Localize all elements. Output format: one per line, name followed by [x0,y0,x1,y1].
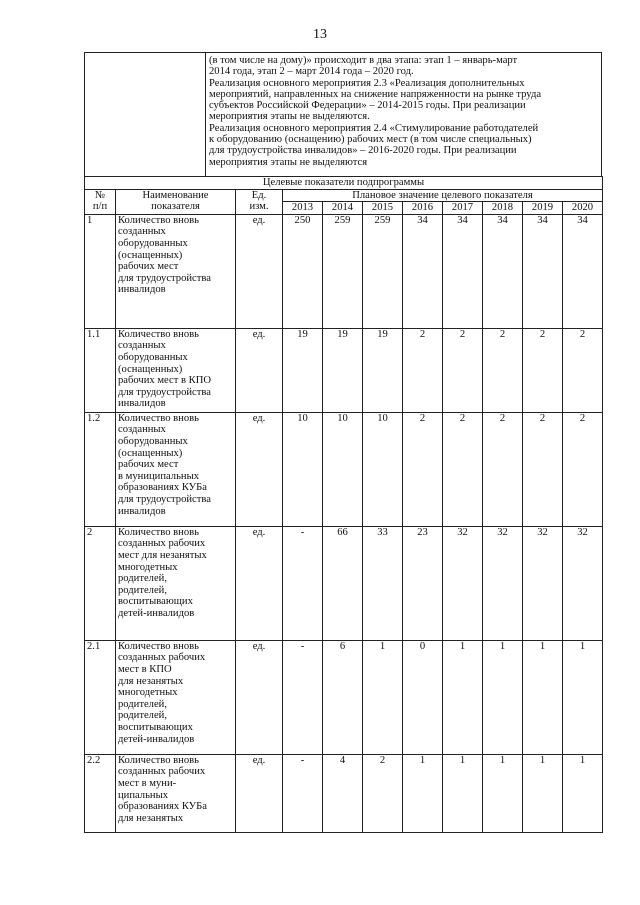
value-cell: 66 [323,526,363,640]
year-header: 2014 [323,202,363,215]
value-cell: 19 [323,328,363,412]
value-cell: 34 [403,214,443,328]
indicator-name: Количество вновь созданных оборудованных (оснащенных) рабочих мест для трудоустройства инвалидов [116,214,236,328]
value-cell: 1 [363,640,403,754]
unit-cell: ед. [236,214,283,328]
value-cell: 32 [443,526,483,640]
year-header: 2018 [483,202,523,215]
value-cell: 2 [403,412,443,526]
value-cell: 1 [563,754,603,832]
row-number: 2.1 [85,640,116,754]
unit-cell: ед. [236,640,283,754]
top-text-line: Реализация основного мероприятия 2.4 «Стимулирование работодателей [209,122,539,134]
value-cell: 2 [563,412,603,526]
value-cell: 2 [403,328,443,412]
top-text [209,55,599,168]
year-header: 2017 [443,202,483,215]
value-cell: 2 [563,328,603,412]
table-row [85,526,603,640]
value-cell: 32 [523,526,563,640]
top-text-line: к оборудованию (оснащению) рабочих мест (в том числе специальных) [209,134,532,146]
col-header-unit: Ед. изм. [236,189,283,214]
year-header: 2013 [283,202,323,215]
table-row [85,214,603,328]
value-cell: 1 [523,754,563,832]
value-cell: 4 [323,754,363,832]
value-cell: 0 [403,640,443,754]
year-header: 2016 [403,202,443,215]
value-cell: 2 [483,328,523,412]
row-number: 1.1 [85,328,116,412]
top-text-line: субъектов Российской Федерации» – 2014-2015 годы. При реализации [209,100,526,112]
indicator-name: Количество вновь созданных рабочих мест в КПО для незанятых многодетных родителей, родителей, воспитывающих детей-инвалидов [116,640,236,754]
value-cell: 32 [563,526,603,640]
value-cell: - [283,640,323,754]
table-row [85,328,603,412]
value-cell: 2 [483,412,523,526]
value-cell: - [283,526,323,640]
value-cell: 10 [323,412,363,526]
value-cell: 32 [483,526,523,640]
value-cell: 19 [363,328,403,412]
value-cell: 250 [283,214,323,328]
top-text-line: (в том числе на дому)» происходит в два этапа: этап 1 – январь-март [209,55,518,66]
value-cell: 34 [483,214,523,328]
section-title: Целевые показатели подпрограммы [85,177,603,190]
value-cell: 34 [523,214,563,328]
top-text-line: мероприятия этапы не выделяются. [209,111,370,123]
top-text-line: 2014 года, этап 2 – март 2014 года – 2020 год. [209,66,414,78]
value-cell: 33 [363,526,403,640]
table-row [85,754,603,832]
year-header: 2019 [523,202,563,215]
top-text-line: Реализация основного мероприятия 2.3 «Реализация дополнительных [209,77,525,89]
table-row [85,640,603,754]
page-number: 13 [313,27,327,42]
indicators-table [84,176,603,833]
value-cell: 1 [483,640,523,754]
value-cell: 19 [283,328,323,412]
top-empty-cell [85,53,206,176]
row-number: 1 [85,214,116,328]
col-header-name: Наименование показателя [116,189,236,214]
value-cell: 23 [403,526,443,640]
year-header: 2015 [363,202,403,215]
value-cell: 2 [523,412,563,526]
value-cell: 259 [323,214,363,328]
top-text-line: для трудоустройства инвалидов» – 2016-2020 годы. При реализации [209,145,517,157]
top-text-block [84,52,602,176]
top-text-line: мероприятия этапы не выделяются [209,156,368,168]
unit-cell: ед. [236,328,283,412]
value-cell: 1 [523,640,563,754]
value-cell: 1 [403,754,443,832]
indicator-name: Количество вновь созданных оборудованных (оснащенных) рабочих мест в КПО для трудоустройства инвалидов [116,328,236,412]
col-header-num: № п/п [85,189,116,214]
table-body [85,214,603,832]
value-cell: 2 [443,412,483,526]
value-cell: - [283,754,323,832]
indicator-name: Количество вновь созданных оборудованных (оснащенных) рабочих мест в муниципальных образованиях КУБа для трудоустройства инвалидов [116,412,236,526]
value-cell: 2 [363,754,403,832]
indicator-name: Количество вновь созданных рабочих мест для незанятых многодетных родителей, родителей, воспитывающих детей-инвалидов [116,526,236,640]
top-text-line: мероприятий, направленных на снижение напряженности на рынке труда [209,88,542,100]
value-cell: 1 [483,754,523,832]
table-row [85,412,603,526]
value-cell: 2 [523,328,563,412]
indicator-name: Количество вновь созданных рабочих мест в муни- ципальных образованиях КУБа для незанятых [116,754,236,832]
value-cell: 34 [443,214,483,328]
value-cell: 1 [443,754,483,832]
value-cell: 34 [563,214,603,328]
row-number: 1.2 [85,412,116,526]
value-cell: 10 [363,412,403,526]
value-cell: 6 [323,640,363,754]
value-cell: 1 [443,640,483,754]
year-header: 2020 [563,202,603,215]
unit-cell: ед. [236,526,283,640]
col-header-planned: Плановое значение целевого показателя [283,189,603,202]
value-cell: 259 [363,214,403,328]
unit-cell: ед. [236,754,283,832]
row-number: 2.2 [85,754,116,832]
value-cell: 1 [563,640,603,754]
unit-cell: ед. [236,412,283,526]
row-number: 2 [85,526,116,640]
value-cell: 10 [283,412,323,526]
value-cell: 2 [443,328,483,412]
